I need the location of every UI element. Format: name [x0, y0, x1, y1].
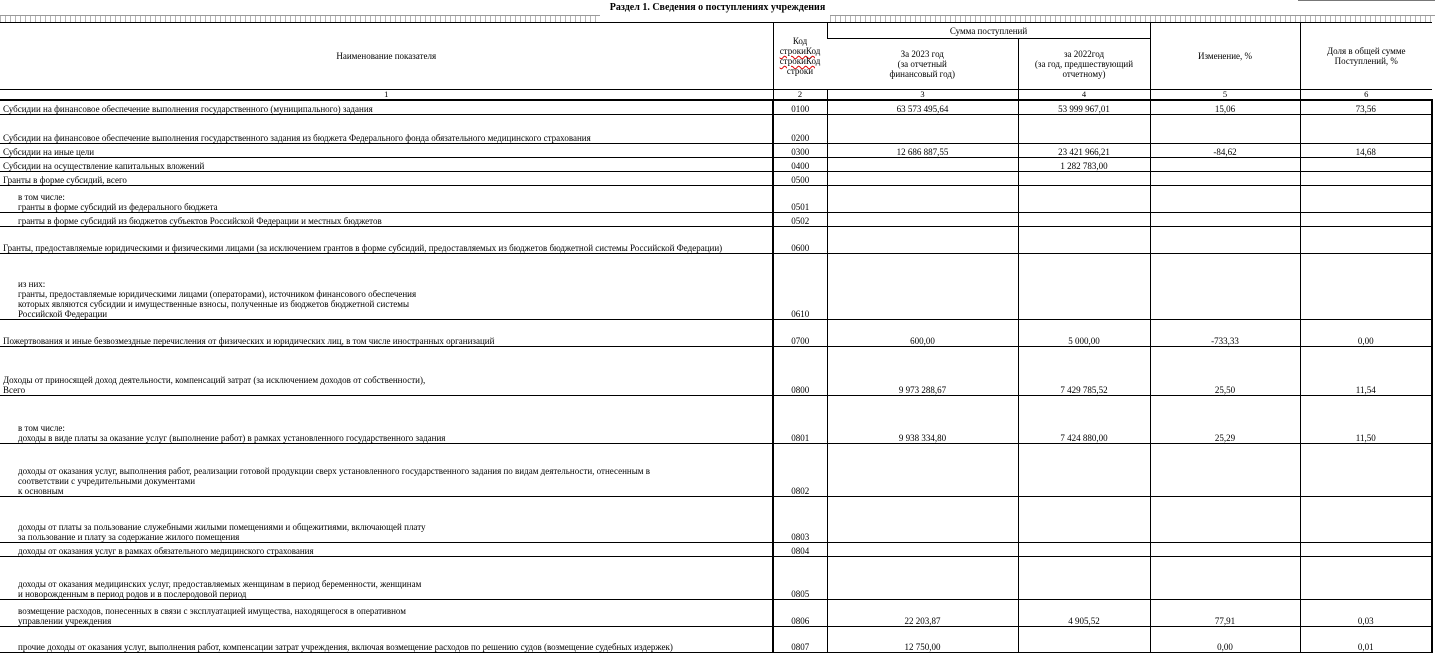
row-code: 0400: [773, 157, 827, 171]
row-2023: 12 686 887,55: [827, 143, 1018, 157]
table-row: [0, 171, 1432, 185]
row-change: [1150, 185, 1300, 212]
row-code: 0300: [773, 143, 827, 157]
row-share: [1300, 496, 1432, 542]
row-change: -733,33: [1150, 319, 1300, 346]
row-change: [1150, 556, 1300, 599]
row-code: 0600: [773, 226, 827, 253]
row-change: 25,29: [1150, 395, 1300, 443]
row-code: 0801: [773, 395, 827, 443]
row-code: 0805: [773, 556, 827, 599]
table-row: [0, 185, 1432, 212]
row-code: 0501: [773, 185, 827, 212]
row-change: [1150, 542, 1300, 556]
row-name: Пожертвования и иные безвозмездные перечисления от физических и юридических лиц, в том числе иностранных организаций: [0, 319, 773, 346]
table-row: [0, 556, 1432, 599]
row-2022: [1018, 542, 1150, 556]
row-name: возмещение расходов, понесенных в связи с эксплуатацией имущества, находящегося в оперативном управлении учреждения: [0, 599, 773, 626]
row-2022: 5 000,00: [1018, 319, 1150, 346]
row-2023: [827, 556, 1018, 599]
row-code: 0802: [773, 443, 827, 496]
row-code: 0610: [773, 253, 827, 319]
column-number: 6: [1300, 90, 1432, 101]
row-code: 0807: [773, 626, 827, 652]
row-share: [1300, 443, 1432, 496]
column-number: 4: [1018, 90, 1150, 101]
row-share: [1300, 185, 1432, 212]
row-change: 15,06: [1150, 100, 1300, 114]
row-2022: [1018, 212, 1150, 226]
row-name: прочие доходы от оказания услуг, выполнения работ, компенсации затрат учреждения, включая возмещение расходов по решению судов (возмещение судебных издержек): [0, 626, 773, 652]
row-2023: [827, 542, 1018, 556]
row-code: 0200: [773, 114, 827, 143]
row-2022: [1018, 171, 1150, 185]
table-row: [0, 626, 1432, 652]
row-2023: 63 573 495,64: [827, 100, 1018, 114]
row-name: Субсидии на иные цели: [0, 143, 773, 157]
row-name: доходы от платы за пользование служебными жилыми помещениями и общежитиями, включающей плату за пользование и плату за содержание жилого помещения: [0, 496, 773, 542]
column-number: 5: [1150, 90, 1300, 101]
row-2023: 22 203,87: [827, 599, 1018, 626]
row-share: [1300, 157, 1432, 171]
row-change: [1150, 114, 1300, 143]
row-name: в том числе: доходы в виде платы за оказание услуг (выполнение работ) в рамках установленного государственного задания: [0, 395, 773, 443]
row-2022: 23 421 966,21: [1018, 143, 1150, 157]
row-change: 25,50: [1150, 346, 1300, 395]
row-2023: 600,00: [827, 319, 1018, 346]
row-change: [1150, 253, 1300, 319]
row-name: Субсидии на финансовое обеспечение выполнения государственного (муниципального) задания: [0, 100, 773, 114]
row-share: [1300, 253, 1432, 319]
row-name: Гранты, предоставляемые юридическими и физическими лицами (за исключением грантов в форме субсидий, предоставляемых из бюджетов бюджетной системы Российской Федерации): [0, 226, 773, 253]
table-row: [0, 346, 1432, 395]
table-row: [0, 212, 1432, 226]
row-name: Гранты в форме субсидий, всего: [0, 171, 773, 185]
row-share: 0,03: [1300, 599, 1432, 626]
row-change: [1150, 443, 1300, 496]
row-2022: [1018, 496, 1150, 542]
row-change: [1150, 212, 1300, 226]
row-change: [1150, 157, 1300, 171]
row-code: 0800: [773, 346, 827, 395]
table-row: [0, 319, 1432, 346]
row-2023: 9 973 288,67: [827, 346, 1018, 395]
row-2022: 1 282 783,00: [1018, 157, 1150, 171]
row-2022: [1018, 185, 1150, 212]
row-code: 0700: [773, 319, 827, 346]
row-share: 11,50: [1300, 395, 1432, 443]
header-code: Код строкиКод строкиКод строки: [773, 23, 827, 90]
row-share: [1300, 556, 1432, 599]
row-share: [1300, 171, 1432, 185]
row-code: 0500: [773, 171, 827, 185]
row-2023: [827, 114, 1018, 143]
row-change: [1150, 496, 1300, 542]
row-change: 77,91: [1150, 599, 1300, 626]
row-name: доходы от оказания услуг, выполнения работ, реализации готовой продукции сверх установленного государственного задания по видам деятельности, отнесенным в соответствии с учредительными документами к основным: [0, 443, 773, 496]
row-change: -84,62: [1150, 143, 1300, 157]
row-share: 73,56: [1300, 100, 1432, 114]
table-row: [0, 114, 1432, 143]
column-number: 1: [0, 90, 773, 101]
row-2022: [1018, 226, 1150, 253]
row-name: Субсидии на финансовое обеспечение выполнения государственного задания из бюджета Федерального фонда обязательного медицинского страхования: [0, 114, 773, 143]
header-change: Изменение, %: [1150, 23, 1300, 90]
column-number: 2: [773, 90, 827, 101]
row-2022: [1018, 253, 1150, 319]
row-change: [1150, 226, 1300, 253]
row-share: [1300, 114, 1432, 143]
row-2023: [827, 212, 1018, 226]
column-number: 3: [827, 90, 1018, 101]
table-row: [0, 157, 1432, 171]
header-2023: За 2023 год (за отчетный финансовый год): [827, 39, 1018, 90]
row-2023: [827, 171, 1018, 185]
row-2023: [827, 157, 1018, 171]
top-rule: [1298, 0, 1435, 1]
row-change: 0,00: [1150, 626, 1300, 652]
row-2023: [827, 226, 1018, 253]
row-code: 0803: [773, 496, 827, 542]
row-share: 0,01: [1300, 626, 1432, 652]
row-2022: 4 905,52: [1018, 599, 1150, 626]
table-row: [0, 253, 1432, 319]
receipts-table: [0, 22, 1433, 653]
row-share: [1300, 226, 1432, 253]
table-row: [0, 100, 1432, 114]
row-name: Доходы от приносящей доход деятельности, компенсаций затрат (за исключением доходов от собственности), Всего: [0, 346, 773, 395]
row-share: 11,54: [1300, 346, 1432, 395]
row-2023: 9 938 334,80: [827, 395, 1018, 443]
row-name: Субсидии на осуществление капитальных вложений: [0, 157, 773, 171]
row-2022: 7 424 880,00: [1018, 395, 1150, 443]
row-share: [1300, 542, 1432, 556]
table-row: [0, 443, 1432, 496]
row-2023: [827, 253, 1018, 319]
row-2022: [1018, 556, 1150, 599]
row-code: 0100: [773, 100, 827, 114]
row-2022: [1018, 443, 1150, 496]
table-row: [0, 226, 1432, 253]
row-2023: [827, 185, 1018, 212]
row-share: 0,00: [1300, 319, 1432, 346]
header-name: Наименование показателя: [0, 23, 773, 90]
row-share: 14,68: [1300, 143, 1432, 157]
row-name: доходы от оказания услуг в рамках обязательного медицинского страхования: [0, 542, 773, 556]
row-2022: [1018, 114, 1150, 143]
table-row: [0, 496, 1432, 542]
row-2023: [827, 443, 1018, 496]
row-2022: [1018, 626, 1150, 652]
row-2023: 12 750,00: [827, 626, 1018, 652]
row-2023: [827, 496, 1018, 542]
row-code: 0806: [773, 599, 827, 626]
table-row: [0, 599, 1432, 626]
row-name: в том числе: гранты в форме субсидий из федерального бюджета: [0, 185, 773, 212]
row-name: гранты в форме субсидий из бюджетов субъектов Российской Федерации и местных бюджетов: [0, 212, 773, 226]
table-row: [0, 143, 1432, 157]
section-title: Раздел 1. Сведения о поступлениях учреждения: [609, 2, 826, 13]
table-row: [0, 542, 1432, 556]
row-name: доходы от оказания медицинских услуг, предоставляемых женщинам в период беременности, женщинам и новорожденным в период родов и в послеродовой период: [0, 556, 773, 599]
row-name: из них: гранты, предоставляемые юридическими лицами (операторами), источником финансового обеспечения которых являются субсидии и имущественные взносы, полученные из бюджетов бюджетной системы Российской Федерации: [0, 253, 773, 319]
header-sum-group: Сумма поступлений: [827, 23, 1150, 39]
row-code: 0502: [773, 212, 827, 226]
row-2022: 7 429 785,52: [1018, 346, 1150, 395]
table-row: [0, 395, 1432, 443]
header-2022: за 2022год (за год, предшествующий отчетному): [1018, 39, 1150, 90]
row-code: 0804: [773, 542, 827, 556]
row-2022: 53 999 967,01: [1018, 100, 1150, 114]
row-share: [1300, 212, 1432, 226]
header-share: Доля в общей сумме Поступлений, %: [1300, 23, 1432, 90]
row-change: [1150, 171, 1300, 185]
